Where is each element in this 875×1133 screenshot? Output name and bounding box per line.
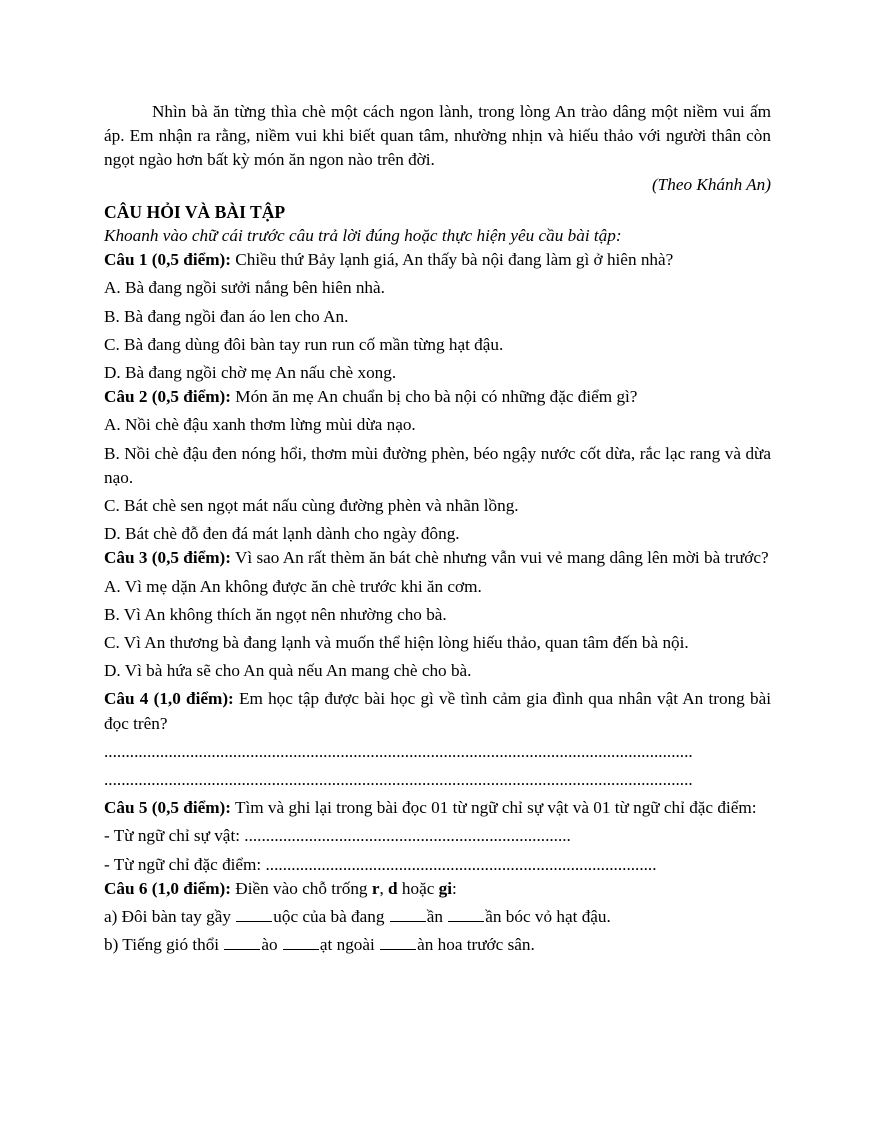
question-text: Em học tập được bài học gì về tình cảm gia đình qua nhân vật An trong bài đọc trên? xyxy=(104,689,771,733)
question-5 xyxy=(104,796,771,877)
sentence-part: a) Đôi bàn tay gầy xyxy=(104,907,236,927)
blank-field[interactable] xyxy=(224,935,260,950)
question-text: Vì sao An rất thèm ăn bát chè nhưng vẫn vui vẻ mang dâng lên mời bà trước? xyxy=(231,548,769,568)
blank-field[interactable] xyxy=(283,935,319,950)
story-paragraph: Nhìn bà ăn từng thìa chè một cách ngon lành, trong lòng An trào dâng một niềm vui ấm áp. Em nhận ra rằng, niềm vui khi biết quan tâm, nhường nhịn và hiếu thảo với người thân còn ngọt ngào hơn bất kỳ món ăn ngon nào trên đời. xyxy=(104,102,771,170)
sentence-part: ào xyxy=(261,935,282,955)
option-c[interactable]: C. Bát chè sen ngọt mát nấu cùng đường phèn và nhãn lồng. xyxy=(104,496,519,516)
letter-r: r xyxy=(371,878,380,898)
blank-field[interactable] xyxy=(390,907,426,922)
separator: , xyxy=(379,878,389,898)
answer-line-1[interactable]: ......................................................................................................................................... xyxy=(104,741,693,761)
story-source: (Theo Khánh An) xyxy=(651,174,771,194)
question-label: Câu 1 (0,5 điểm): xyxy=(104,250,231,270)
fill-sentence-a xyxy=(104,905,771,929)
section-heading: CÂU HỎI VÀ BÀI TẬP xyxy=(104,201,286,222)
option-a[interactable]: A. Nồi chè đậu xanh thơm lừng mùi dừa nạo. xyxy=(104,415,416,435)
blank-field[interactable] xyxy=(236,907,272,922)
question-label: Câu 4 (1,0 điểm): xyxy=(104,689,234,709)
question-label: Câu 6 (1,0 điểm): xyxy=(104,878,231,898)
question-text: Món ăn mẹ An chuẩn bị cho bà nội có những đặc điểm gì? xyxy=(231,387,638,407)
option-b[interactable]: B. Bà đang ngồi đan áo len cho An. xyxy=(104,306,349,326)
question-1 xyxy=(104,248,771,385)
blank-field[interactable] xyxy=(380,935,416,950)
option-c[interactable]: C. Bà đang dùng đôi bàn tay run run cố mần từng hạt đậu. xyxy=(104,334,504,354)
option-c[interactable]: C. Vì An thương bà đang lạnh và muốn thể hiện lòng hiếu thảo, quan tâm đến bà nội. xyxy=(104,633,689,653)
question-label: Câu 3 (0,5 điểm): xyxy=(104,548,231,568)
answer-thing-word[interactable]: - Từ ngữ chỉ sự vật: ............................................................................ xyxy=(104,826,571,846)
option-a[interactable]: A. Bà đang ngồi sưởi nắng bên hiên nhà. xyxy=(104,278,385,298)
question-text: Điền vào chỗ trống xyxy=(231,878,372,898)
answer-line-2[interactable]: ......................................................................................................................................... xyxy=(104,770,693,790)
question-6 xyxy=(104,877,771,958)
option-b[interactable]: B. Nồi chè đậu đen nóng hổi, thơm mùi đường phèn, béo ngậy nước cốt dừa, rắc lạc rang và dừa nạo. xyxy=(104,443,771,487)
letter-d: d xyxy=(388,878,398,898)
question-text: Tìm và ghi lại trong bài đọc 01 từ ngữ chỉ sự vật và 01 từ ngữ chỉ đặc điểm: xyxy=(231,798,757,818)
answer-trait-word[interactable]: - Từ ngữ chỉ đặc điểm: ........................................................................................... xyxy=(104,854,657,874)
question-label: Câu 5 (0,5 điểm): xyxy=(104,798,231,818)
colon: : xyxy=(452,878,457,898)
separator: hoặc xyxy=(397,878,439,898)
letter-gi: gi xyxy=(438,878,453,898)
question-2 xyxy=(104,385,771,546)
option-d[interactable]: D. Bát chè đỗ đen đá mát lạnh dành cho ngày đông. xyxy=(104,524,460,544)
question-4 xyxy=(104,687,771,792)
option-a[interactable]: A. Vì mẹ dặn An không được ăn chè trước khi ăn cơm. xyxy=(104,576,482,596)
blank-field[interactable] xyxy=(448,907,484,922)
document-page xyxy=(104,100,771,958)
question-label: Câu 2 (0,5 điểm): xyxy=(104,387,231,407)
sentence-part: b) Tiếng gió thổi xyxy=(104,935,224,955)
option-b[interactable]: B. Vì An không thích ăn ngọt nên nhường cho bà. xyxy=(104,604,447,624)
sentence-part: ần xyxy=(426,907,448,927)
section-instruction: Khoanh vào chữ cái trước câu trả lời đúng hoặc thực hiện yêu cầu bài tập: xyxy=(104,226,622,246)
sentence-part: ạt ngoài xyxy=(319,935,380,955)
option-d[interactable]: D. Vì bà hứa sẽ cho An quà nếu An mang chè cho bà. xyxy=(104,661,472,681)
sentence-part: uộc của bà đang xyxy=(273,907,389,927)
sentence-part: ần bóc vỏ hạt đậu. xyxy=(485,907,611,927)
option-d[interactable]: D. Bà đang ngồi chờ mẹ An nấu chè xong. xyxy=(104,363,397,383)
question-text: Chiều thứ Bảy lạnh giá, An thấy bà nội đang làm gì ở hiên nhà? xyxy=(231,250,674,270)
question-3 xyxy=(104,546,771,683)
fill-sentence-b xyxy=(104,933,771,957)
sentence-part: àn hoa trước sân. xyxy=(417,935,535,955)
